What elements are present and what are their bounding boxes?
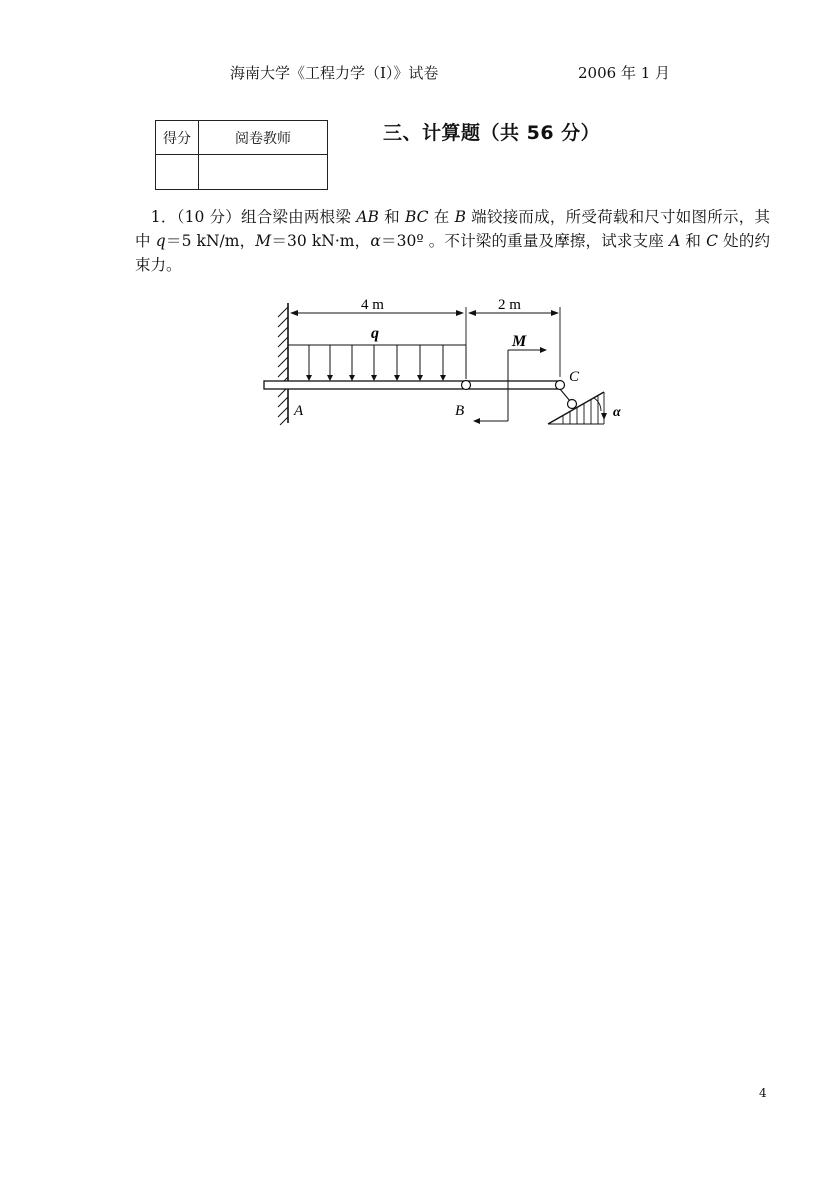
load-q-label: q <box>371 325 379 342</box>
moment-M-label: M <box>512 333 527 350</box>
beam-figure <box>258 293 628 437</box>
beam-diagram <box>258 293 628 433</box>
beam-AC <box>264 381 561 389</box>
fixed-wall-support <box>278 303 288 425</box>
moment-arrowhead-right <box>540 347 547 353</box>
grader-cell <box>199 155 328 190</box>
problem-ending: 处的约束力。 <box>135 232 771 274</box>
text-at: 在 <box>428 208 455 226</box>
exam-date: 2006 年 1 月 <box>578 64 671 82</box>
var-AB: AB <box>356 208 379 226</box>
moment-arrowhead-left <box>473 418 480 424</box>
value-M: ＝30 kN·m， <box>271 232 371 250</box>
grader-label: 阅卷教师 <box>199 121 328 155</box>
hinge-B <box>462 381 471 390</box>
var-BC: BC <box>404 208 429 226</box>
pin-C <box>556 381 565 390</box>
point-A-label: A <box>294 403 304 419</box>
text-joint: 端铰接而成，所受荷载和尺寸如图所示，其中 <box>135 208 770 250</box>
var-M: M <box>255 232 272 250</box>
exam-title: 海南大学《工程力学（I）》试卷 <box>230 64 439 82</box>
point-C-label: C <box>569 369 580 385</box>
problem-intro: 1．（10 分）组合梁由两根梁 <box>150 208 357 226</box>
load-arrowheads <box>306 375 446 381</box>
section-title: 三、计算题（共 56 分） <box>383 122 601 144</box>
incline-roller-support <box>548 389 607 424</box>
dim-BC-label: 2 m <box>498 297 521 313</box>
score-label: 得分 <box>156 121 199 155</box>
var-B: B <box>454 208 466 226</box>
var-C: C <box>706 232 719 250</box>
var-A: A <box>669 232 681 250</box>
score-cell <box>156 155 199 190</box>
value-q: ＝5 kN/m， <box>165 232 256 250</box>
page-header <box>0 62 835 86</box>
page-number: 4 <box>759 1086 767 1100</box>
var-q: q <box>155 232 166 250</box>
score-table <box>155 120 328 190</box>
distributed-load <box>288 345 466 379</box>
dim-AB-label: 4 m <box>361 297 384 313</box>
value-alpha: ＝30º 。不计梁的重量及摩擦，试求支座 <box>380 232 670 250</box>
point-B-label: B <box>455 403 465 419</box>
var-alpha: α <box>370 232 381 250</box>
problem-text <box>135 205 770 277</box>
text-and-2: 和 <box>680 232 707 250</box>
angle-alpha-label: α <box>613 405 621 420</box>
text-and-1: 和 <box>378 208 405 226</box>
